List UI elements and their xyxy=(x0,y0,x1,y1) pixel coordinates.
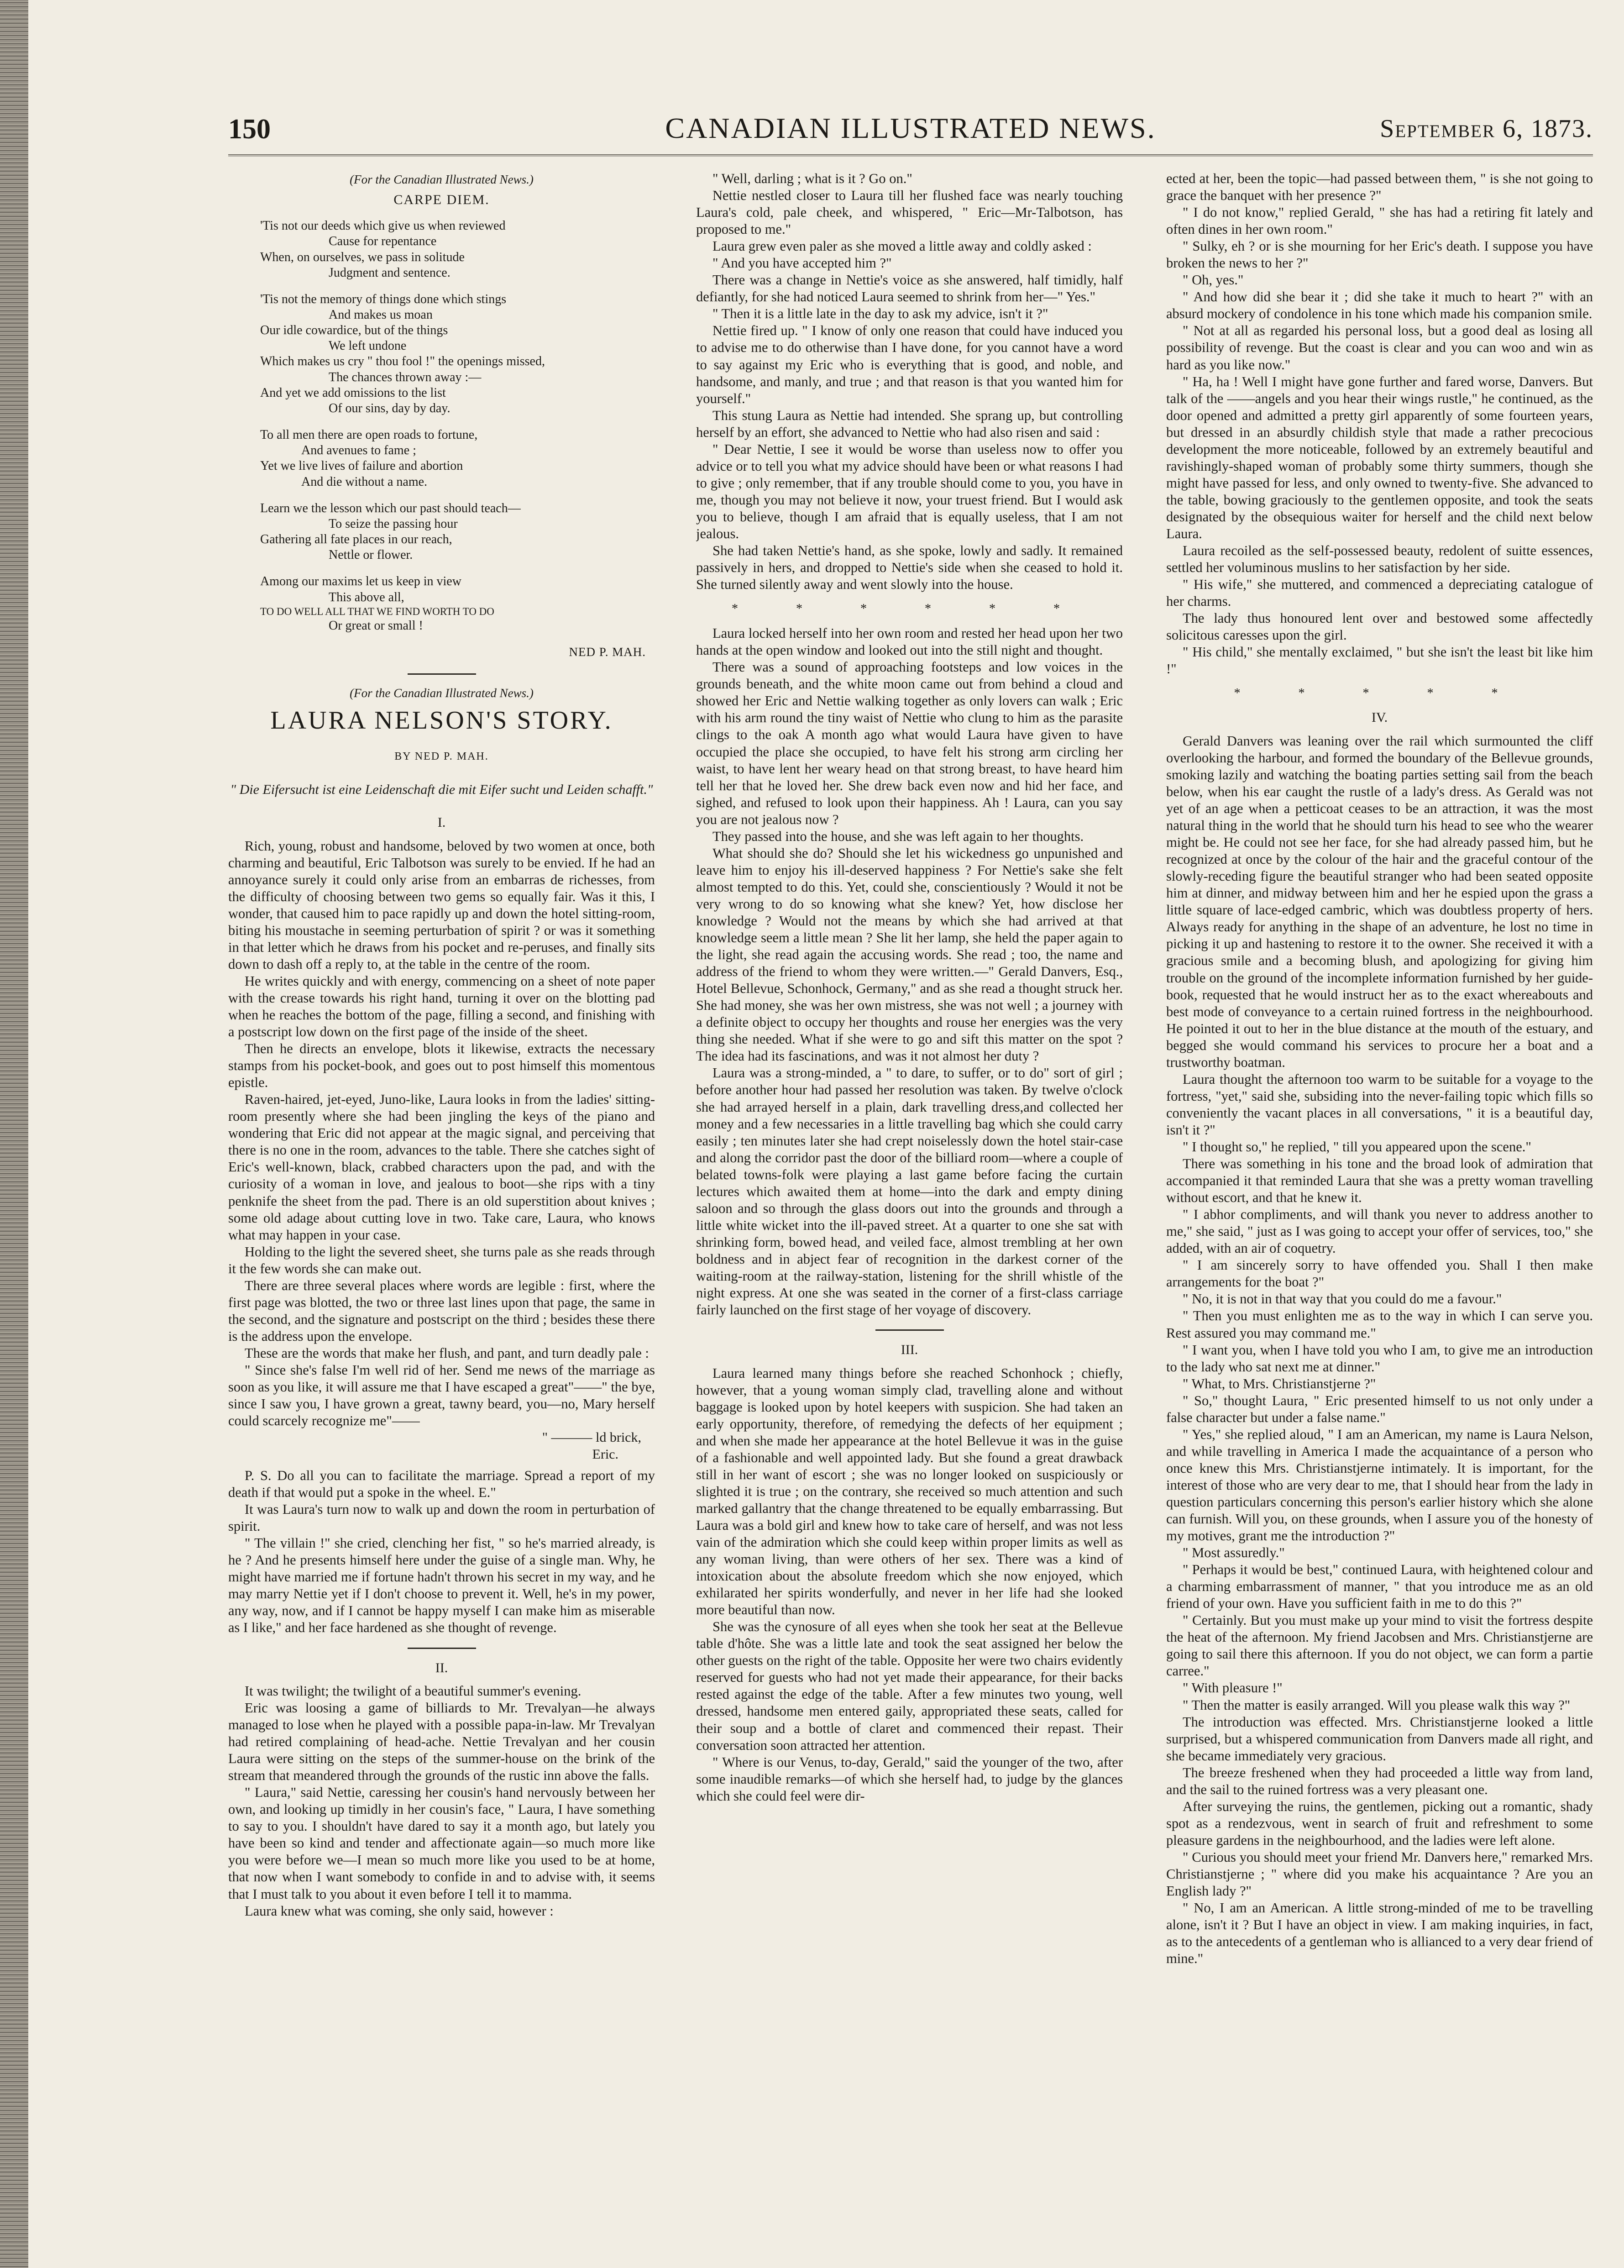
paragraph: " And you have accepted him ?" xyxy=(712,255,892,271)
paragraph: " Then the matter is easily arranged. Will you please walk this way ?" xyxy=(1183,1697,1571,1713)
poem-line: Which makes us cry " thou fool !" the openings missed, xyxy=(260,354,545,369)
paragraph: Eric was loosing a game of billiards to Mr. Trevalyan—he always managed to lose when he played with a possible papa-in-law. Mr Trevalyan had retired complaining of head-ache. Nettie Trevalyan and her cousin Laura were sitting on the steps of the summer-house on the brink of the stream that meandered through the grounds of the rustic inn above the falls. xyxy=(228,1700,655,1784)
section-break: * * * * * * xyxy=(732,602,1087,616)
poem-line: And die without a name. xyxy=(301,474,428,489)
paragraph: There was a change in Nettie's voice as she answered, half timidly, half defiantly, for she had noticed Laura seemed to shrink from her—" Yes." xyxy=(696,272,1123,305)
section-heading: I. xyxy=(437,815,446,830)
paragraph: Laura locked herself into her own room and rested her head upon her two hands at the open window and looked out into the still night and thought. xyxy=(696,625,1123,658)
paragraph: " I want you, when I have told you who I am, to give me an introduction to the lady who sat next me at dinner." xyxy=(1166,1342,1593,1375)
paragraph: She was the cynosure of all eyes when she took her seat at the Bellevue table d'hôte. She was a little late and took the seat assigned her below the other guests on the right of the table. Opposite her were two chairs evidently reserved for guests who had not yet made their appearance, for their backs rested against the edge of the table. After a few minutes two young, well dressed, handsome men entered gaily, appropriated these seats, called for their soup and a bottle of claret and commenced their repast. Their conversation soon attracted her attention. xyxy=(696,1619,1123,1753)
paragraph: Gerald Danvers was leaning over the rail which surmounted the cliff overlooking the harbour, and formed the boundary of the Bellevue grounds, smoking lazily and watching the boating parties setting sail from the beach below, when his ear caught the rustle of a lady's dress. As Gerald was not yet of an age when a petticoat ceases to be an attraction, it was the most natural thing in the world that he should turn his head to see who the wearer might be. He could not see her face, for she had already passed him, but he recognized at once by the colour of the hair and the graceful contour of the slowly-receding figure the beautiful stranger who had been seated opposite him at dinner, and midway between him and her he espied upon the grass a little square of lace-edged cambric, which was doubtless property of hers. Always ready for anything in the shape of an adventure, he lost no time in picking it up and hastening to restore it to the owner. She received it with a gracious smile and a becoming blush, and apologizing for giving him trouble on the ground of the incomplete information furnished by her guide-book, requested that he would instruct her as to the exact whereabouts and best mode of conveyance to a certain ruined fortress in the neighbourhood. He pointed it out to her in the blue distance at the mouth of the estuary, and begged she would command his services to procure her a boat and a trustworthy boatman. xyxy=(1166,733,1593,1070)
paragraph: " Sulky, eh ? or is she mourning for her Eric's death. I suppose you have broken the news to her ?" xyxy=(1166,238,1593,271)
section-heading: III. xyxy=(901,1342,918,1358)
poem-line: Gathering all fate places in our reach, xyxy=(260,532,452,547)
paragraph: She had taken Nettie's hand, as she spoke, lowly and sadly. It remained passively in hers, and dropped to Nettie's side when she ceased to hold it. She turned silently away and went slowly into the house. xyxy=(696,543,1123,593)
paragraph: There was something in his tone and the broad look of admiration that accompanied it that reminded Laura that she was a pretty woman travelling without escort, and that he knew it. xyxy=(1166,1156,1593,1206)
paragraph: " What, to Mrs. Christianstjerne ?" xyxy=(1183,1376,1376,1391)
poem-title: CARPE DIEM. xyxy=(393,192,490,207)
paragraph: " I abhor compliments, and will thank you never to address another to me," she said, " just as I was going to accept your offer of services, too," she added, with an air of coquetry. xyxy=(1166,1207,1593,1256)
newspaper-page xyxy=(228,104,1593,2250)
paragraph: Laura knew what was coming, she only said, however : xyxy=(245,1903,554,1919)
poem-line: And makes us moan xyxy=(329,308,433,322)
paragraph: " Since she's false I'm well rid of her. Send me news of the marriage as soon as you like, it will assure me that I have escaped a great"——" the bye, since I saw you, I have grown a great, tawny beard, you—no, Mary herself could scarcely recognize me"—— xyxy=(228,1362,655,1429)
masthead xyxy=(228,104,1593,156)
poem-line: And avenues to fame ; xyxy=(301,443,416,458)
paragraph: " I am sincerely sorry to have offended you. Shall I then make arrangements for the boat ?" xyxy=(1166,1257,1593,1290)
paragraph: " The villain !" she cried, clenching her fist, " so he's married already, is he ? And he presents himself here under the guise of a single man. Why, he might have married me if fortune hadn't thrown his secret in my way, and he may marry Nettie yet if I don't choose to prevent it. Well, he's in my power, any way, now, and if I cannot be happy myself I can make him as miserable as I like," and her face hardened as she thought of revenge. xyxy=(228,1535,655,1636)
paragraph: " His child," she mentally exclaimed, " but she isn't the least bit like him !" xyxy=(1166,644,1593,677)
column-2 xyxy=(696,170,1123,2225)
poem-line: TO DO WELL ALL THAT WE FIND WORTH TO DO xyxy=(260,605,494,617)
poem-line: To seize the passing hour xyxy=(329,516,458,531)
poem-signature: NED P. MAH. xyxy=(569,645,646,659)
poem-line: Learn we the lesson which our past should teach— xyxy=(260,501,521,515)
paragraph: " Curious you should meet your friend Mr. Danvers here," remarked Mrs. Christianstjerne ; " where did you make his acquaintance ? Are you an English lady ?" xyxy=(1166,1849,1593,1899)
paragraph: These are the words that make her flush, and pant, and turn deadly pale : xyxy=(245,1345,649,1361)
paragraph: " No, it is not in that way that you could do me a favour." xyxy=(1183,1291,1502,1307)
paragraph: Nettie fired up. " I know of only one reason that could have induced you to advise me to do otherwise than I have done, for you cannot have a word to say against my Eric who is everything that is good, and noble, and handsome, and manly, and true ; and that reason is that you wanted him for yourself." xyxy=(696,323,1123,406)
paragraph: The lady thus honoured lent over and bestowed some affectedly solicitous caresses upon the girl. xyxy=(1166,610,1593,643)
poem-line: We left undone xyxy=(329,339,407,353)
paragraph: Rich, young, robust and handsome, beloved by two women at once, both charming and beautiful, Eric Talbotson was surely to be envied. If he had an annoyance surely it could only arise from an embarras de richesses, from the difficulty of choosing between two gems so equally fair. Was it this, I wonder, that caused him to pace rapidly up and down the hotel sitting-room, biting his moustache in seeming perturbation of spirit ? or was it something in that letter which he draws from his pocket and re-peruses, and finally sits down to dash off a reply to, at the table in the centre of the room. xyxy=(228,838,655,972)
poem-stanza xyxy=(260,501,655,563)
paragraph: " With pleasure !" xyxy=(1183,1680,1283,1696)
poem-line: Or great or small ! xyxy=(329,618,423,633)
paragraph: Nettie nestled closer to Laura till her flushed face was nearly touching Laura's cold, pale cheek, and whispered, " Eric—Mr-Talbotson, has proposed to me." xyxy=(696,188,1123,237)
divider xyxy=(408,673,476,675)
poem-line: Of our sins, day by day. xyxy=(329,401,451,415)
page-number: 150 xyxy=(228,114,271,145)
letter-name: Eric. xyxy=(592,1446,618,1462)
letter-closing: " ——— ld brick, xyxy=(542,1430,641,1445)
divider xyxy=(875,1329,944,1331)
poem-stanza xyxy=(260,427,655,490)
story-epigraph: " Die Eifersucht ist eine Leidenschaft die mit Eifer sucht und Leiden schafft." xyxy=(230,782,653,797)
story-credit: (For the Canadian Illustrated News.) xyxy=(350,686,534,700)
paragraph: It was Laura's turn now to walk up and down the room in perturbation of spirit. xyxy=(228,1502,655,1534)
paragraph: It was twilight; the twilight of a beautiful summer's evening. xyxy=(245,1683,581,1699)
paragraph: Laura recoiled as the self-possessed beauty, redolent of suitte essences, settled her voluminous muslins to her satisfaction by her side. xyxy=(1166,543,1593,576)
paragraph: " His wife," she muttered, and commenced a depreciating catalogue of her charms. xyxy=(1166,577,1593,609)
poem-credit: (For the Canadian Illustrated News.) xyxy=(350,173,534,186)
poem-line: 'Tis not our deeds which give us when reviewed xyxy=(260,219,506,233)
poem-line: Judgment and sentence. xyxy=(329,265,451,280)
column-3 xyxy=(1166,170,1593,2225)
poem-line: To all men there are open roads to fortune, xyxy=(260,428,478,442)
paragraph: " Perhaps it would be best," continued Laura, with heightened colour and a charming embarrassment of manner, " that you introduce me as an old friend of your own. Have you sufficient faith in me to do this ?" xyxy=(1166,1562,1593,1612)
paragraph: He writes quickly and with energy, commencing on a sheet of note paper with the crease towards his right hand, turning it over on the blotting pad when he reaches the bottom of the page, filling a second, and finishing with a postscript low down on the first page of the inside of the sheet. xyxy=(228,973,655,1040)
story-byline: BY NED P. MAH. xyxy=(394,750,489,762)
poem-line: Our idle cowardice, but of the things xyxy=(260,323,448,338)
paragraph: " Then it is a little late in the day to ask my advice, isn't it ?" xyxy=(712,306,1048,322)
issue-date: September 6, 1873. xyxy=(1380,115,1593,143)
poem-stanza xyxy=(260,574,655,634)
paragraph: " Certainly. But you must make up your mind to visit the fortress despite the heat of the afternoon. My friend Jacobsen and Mrs. Christianstjerne are going to sail there this afternoon. If you do not object, we can form a partie carree." xyxy=(1166,1612,1593,1679)
paragraph: " And how did she bear it ; did she take it much to heart ?" with an absurd mockery of condolence in his tone which made his companion smile. xyxy=(1166,289,1593,322)
poem-line: When, on ourselves, we pass in solitude xyxy=(260,250,465,264)
column-1 xyxy=(228,170,655,2225)
story-title: LAURA NELSON'S STORY. xyxy=(270,706,613,735)
paragraph: Holding to the light the severed sheet, she turns pale as she reads through it the few words she can make out. xyxy=(228,1244,655,1276)
poem-stanza xyxy=(260,218,655,281)
paragraph: Laura thought the afternoon too warm to be suitable for a voyage to the fortress, "yet," said she, subsiding into the never-failing topic which fills so conveniently the vacant places in all conversations, " it is a beautiful day, isn't it ?" xyxy=(1166,1071,1593,1138)
paragraph: " I thought so," he replied, " till you appeared upon the scene." xyxy=(1183,1139,1531,1155)
paragraph: Then he directs an envelope, blots it likewise, extracts the necessary stamps from his pocket-book, and goes out to post himself this momentous epistle. xyxy=(228,1041,655,1091)
paragraph: After surveying the ruins, the gentlemen, picking out a romantic, shady spot as a rendezvous, went in search of fruit and refreshment to some pleasure gardens in the neighbourhood, and the ladies were left alone. xyxy=(1166,1798,1593,1848)
paragraph: The breeze freshened when they had proceeded a little way from land, and the sail to the ruined fortress was a very pleasant one. xyxy=(1166,1764,1593,1797)
divider xyxy=(408,1648,476,1649)
poem-line: 'Tis not the memory of things done which stings xyxy=(260,292,507,306)
paragraph: " No, I am an American. A little strong-minded of me to be travelling alone, isn't it ? But I have an object in view. I am making inquiries, in fact, as to the antecedents of a gentleman who is allianced to a very dear friend of mine." xyxy=(1166,1900,1593,1967)
paragraph: " Oh, yes." xyxy=(1183,272,1244,288)
section-heading: II. xyxy=(435,1660,448,1675)
paragraph: This stung Laura as Nettie had intended. She sprang up, but controlling herself by an effort, she advanced to Nettie who had also risen and said : xyxy=(696,407,1123,440)
poem-line: Yet we live lives of failure and abortion xyxy=(260,459,463,473)
paragraph: " Where is our Venus, to-day, Gerald," said the younger of the two, after some inaudible remarks—of which she herself had, to judge by the glances which she could feel were dir- xyxy=(696,1754,1123,1804)
paragraph: " Ha, ha ! Well I might have gone further and fared worse, Danvers. But talk of the ——angels and you hear their wings rustle," he continued, as the door opened and admitted a pretty girl apparently of some fourteen years, but dressed in an absurdly childish style that made a rather precocious development the more noticeable, followed by an extremely beautiful and ravishingly-shaped woman of probably some thirty summers, though she might have passed for less, and only owned to twenty-five. She advanced to the table, bowing graciously to the gentlemen opposite, and took the seats designated by the obsequious waiter for herself and the child next below Laura. xyxy=(1166,373,1593,541)
paragraph: What should she do? Should she let his wickedness go unpunished and leave him to enjoy his ill-deserved happiness ? For Nettie's sake she felt almost tempted to do this. Yet, could she, conscientiously ? Would it not be very wrong to do so knowing what she knew? Yet, how disclose her knowledge ? Would not the means by which she had arrived at that knowledge seem a little mean ? She lit her lamp, she held the paper again to the light, she read again the accusing words. She read ; too, the name and address of the friend to whom they were written.—" Gerald Danvers, Esq., Hotel Bellevue, Schonhock, Germany," and as she read a thought struck her. She had money, she was her own mistress, she was not well ; a journey with a definite object to occupy her thoughts and rouse her energies was the very thing she needed. What if she were to go and sift this matter on the spot ? The idea had its fascinations, and was it not almost her duty ? xyxy=(696,845,1123,1064)
newspaper-title: CANADIAN ILLUSTRATED NEWS. xyxy=(665,112,1156,144)
poem-line: The chances thrown away :— xyxy=(329,370,482,384)
paragraph: " Dear Nettie, I see it would be worse than useless now to offer you advice or to tell you what my advice should have been or what reasons I had to give ; only remember, that if any trouble should come to you, you have in me, though you may not believe it now, your truest friend. But I would ask you to believe, though I am afraid that is equally useless, that I am not jealous. xyxy=(696,441,1123,541)
paragraph: " Laura," said Nettie, caressing her cousin's hand nervously between her own, and looking up timidly in her cousin's face, " Laura, I have something to say to you. I shouldn't have dared to say it a month ago, but lately you have been so kind and tender and affectionate again—so much more like you were before we—I mean so much more like you used to be at home, that now when I want somebody to confide in and to advise with, it seems that I must talk to you about it even before I tell it to mamma. xyxy=(228,1785,655,1902)
paragraph: They passed into the house, and she was left again to her thoughts. xyxy=(712,828,1084,844)
poem-stanza xyxy=(260,292,655,416)
paragraph: " Well, darling ; what is it ? Go on." xyxy=(712,171,912,186)
paragraph: There was a sound of approaching footsteps and low voices in the grounds beneath, and the white moon came out from behind a cloud and showed her Eric and Nettie walking together as only lovers can walk ; Eric with his arm round the tiny waist of Nettie who clung to him as the parasite clings to the oak A month ago what would Laura have given to have occupied the place she occupied, to have felt his strong arm circling her waist, to have lent her weary head on that strong breast, to have heard him tell her that he loved her. She drew back even now and hid her face, and sighed, and refused to look upon their happiness. Ah ! Laura, can you say you are not jealous now ? xyxy=(696,659,1123,827)
poem-line: Among our maxims let us keep in view xyxy=(260,574,461,589)
binding-gutter xyxy=(0,0,28,2268)
paragraph: Laura was a strong-minded, a " to dare, to suffer, or to do" sort of girl ; before another hour had passed her resolution was taken. By twelve o'clock she had arrayed herself in a plain, dark travelling dress,and collected her money and a few necessaries in a little travelling bag which she could carry easily ; ten minutes later she had crept noiselessly down the hotel stair-case and along the corridor past the door of the billiard room—where a couple of belated towns-folk were playing a last game before facing the curtain lectures which awaited them at home—into the dark and empty dining saloon and so through the glass doors out into the grounds and through a little white wicket into the ill-paved street. At a quarter to one she sat with shrinking form, bowed head, and veiled face, almost trembling at her own boldness and in abject fear of recognition in the darkest corner of the waiting-room at the railway-station, listening for the shrill whistle of the night express. At one she was seated in the corner of a first-class carriage fairly launched on the first stage of her voyage of discovery. xyxy=(696,1065,1123,1318)
poem-line: Nettle or flower. xyxy=(329,548,413,562)
paragraph: " Yes," she replied aloud, " I am an American, my name is Laura Nelson, and while travelling in America I made the acquaintance of a person who once knew this Mrs. Christianstjerne intimately. It is important, for the interest of those who are very dear to me, that I should hear from the lady in question particulars concerning this person's earlier history which she alone can furnish. Will you, on these grounds, when I assure you of the honesty of my motives, grant me the introduction ?" xyxy=(1166,1426,1593,1544)
poem-line: This above all, xyxy=(329,590,404,604)
paragraph: " I do not know," replied Gerald, " she has had a retiring fit lately and often dines in her own room." xyxy=(1166,205,1593,237)
section-break: * * * * * xyxy=(1234,686,1525,701)
paragraph: Laura grew even paler as she moved a little away and coldly asked : xyxy=(712,238,1092,254)
paragraph: " Then you must enlighten me as to the way in which I can serve you. Rest assured you may command me." xyxy=(1166,1308,1593,1341)
paragraph: The introduction was effected. Mrs. Christianstjerne looked a little surprised, but a whispered communication from Danvers made all right, and she became immediately very gracious. xyxy=(1166,1714,1593,1764)
paragraph: " So," thought Laura, " Eric presented himself to us not only under a false character but under a false name." xyxy=(1166,1392,1593,1425)
paragraph: There are three several places where words are legible : first, where the first page was blotted, the two or three last lines upon that page, the same in the second, and the signature and postscript on the third ; besides these there is the address upon the envelope. xyxy=(228,1277,655,1344)
paragraph: Raven-haired, jet-eyed, Juno-like, Laura looks in from the ladies' sitting-room presently where she had been jingling the keys of the piano and wondering that Eric did not appear at the magic signal, and perceiving that there is no one in the room, advances to the table. There she catches sight of Eric's well-known, black, crabbed characters upon the pad, and with the curiosity of a woman in love, and jealous to boot—she rips with a tiny penknife the sheet from the pad. There is an old superstition about knives ; some old adage about cutting love in two. Take care, Laura, who knows what may happen in your case. xyxy=(228,1092,655,1243)
poem-line: Cause for repentance xyxy=(329,234,437,249)
paragraph: " Not at all as regarded his personal loss, but a good deal as losing all possibility of revenge. But the coast is clear and you can woo and win as hard as you like now." xyxy=(1166,323,1593,373)
paragraph: Laura learned many things before she reached Schonhock ; chiefly, however, that a young woman simply clad, travelling alone and without baggage is looked upon by hotel keepers with suspicion. She had taken an early opportunity, therefore, of remedying the defects of her equipment ; and when she made her appearance at the hotel Bellevue it was in the guise of a fashionable and well appointed lady. But she found a great drawback still in her want of escort ; she was no longer looked on suspiciously or slighted it is true ; on the contrary, she received so much attention and such marked gallantry that the change threatened to be equally embarrassing. But Laura was a bold girl and knew how to take care of herself, and was not less vain of the admiration which she could keep within proper limits as well as any woman living, than were others of her sex. There was a kind of intoxication about the absolute freedom which she now enjoyed, which exhilarated her spirits wonderfully, and never in her life had she looked more beautiful than now. xyxy=(696,1365,1123,1618)
poem-line: And yet we add omissions to the list xyxy=(260,385,446,400)
section-heading: IV. xyxy=(1371,710,1388,725)
paragraph: P. S. Do all you can to facilitate the marriage. Spread a report of my death if that would put a spoke in the wheel. E." xyxy=(228,1468,655,1501)
paragraph: ected at her, been the topic—had passed between them, " is she not going to grace the banquet with her presence ?" xyxy=(1166,171,1593,204)
paragraph: " Most assuredly." xyxy=(1183,1545,1285,1561)
